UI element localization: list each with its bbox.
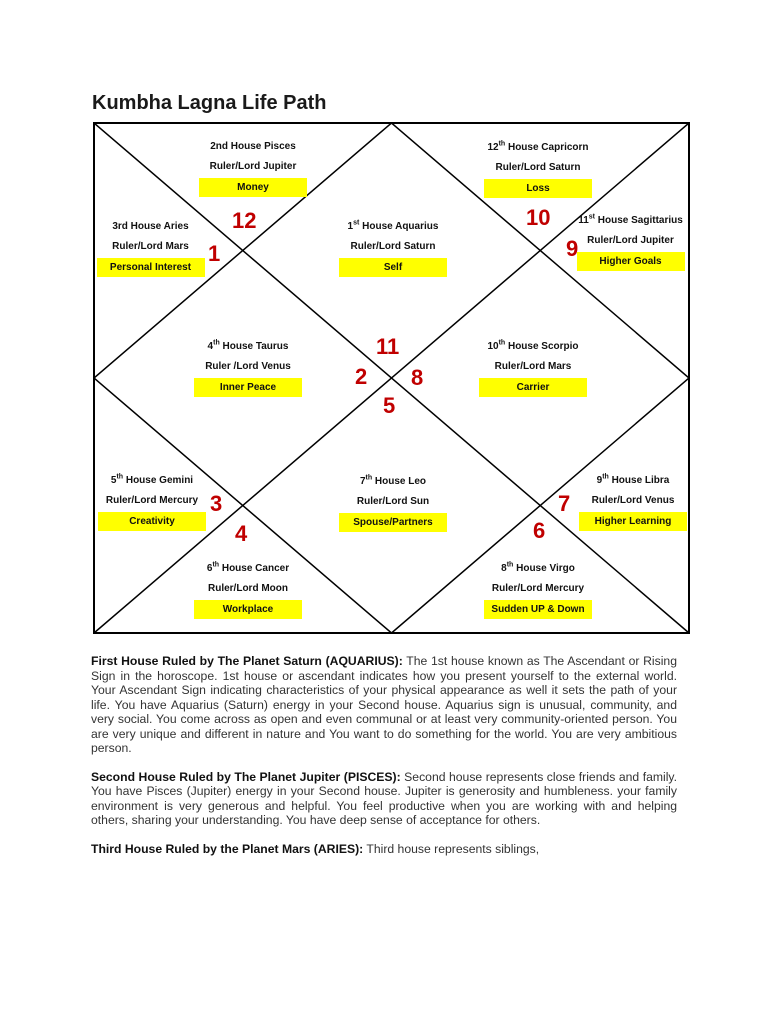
sign-number-1st-house: 11 (376, 334, 400, 359)
sign-number-9th-house: 7 (558, 491, 571, 516)
sign-number-11th-house: 9 (566, 236, 579, 261)
house-7: 7th House Leo Ruler/Lord Sun Spouse/Partners (328, 475, 458, 532)
sign-number-12th-house: 10 (526, 205, 551, 230)
page-title: Kumbha Lagna Life Path (92, 92, 327, 114)
house-2: 2nd House Pisces Ruler/Lord Jupiter Money (183, 140, 323, 197)
paragraph-first-house: First House Ruled by The Planet Saturn (AQUARIUS): The 1st house known as The Ascendant or Rising Sign in the horoscope. 1st house or ascendant indicates how you present yourself to the external world. Your Ascendant Sign indicating characteristics of your physical appearance as well it sets the path of your life. You have Aquarius (Saturn) energy in your Second house. Aquarius sign is unusual, community, and very social. You come across as open and even communal or at least very community-oriented person. You are very unique and different in nature and You want to do something for the world. You are very ambitious person. (91, 654, 677, 755)
paragraph-third-house: Third House Ruled by the Planet Mars (ARIES): Third house represents siblings, (91, 841, 540, 856)
sign-number-8th-house: 6 (533, 518, 546, 543)
sign-number-7th-house: 5 (383, 393, 396, 418)
house-3: 3rd House Aries Ruler/Lord Mars Personal Interest (93, 220, 208, 277)
house-8: 8th House Virgo Ruler/Lord Mercury Sudden UP & Down (473, 562, 603, 619)
paragraph-second-house: Second House Ruled by The Planet Jupiter (PISCES): Second house represents close friends and family. You have Pisces (Jupiter) energy in your Second house. Jupiter is generosity and humbleness. your family environment is very generous and helpful. You feel productive when you are working with and helping others, sharing your understanding. You have deep sense of acceptance for others. (91, 769, 677, 827)
house-5: 5th House Gemini Ruler/Lord Mercury Creativity (93, 474, 211, 531)
sign-number-6th-house: 4 (235, 521, 248, 546)
house-10: 10th House Scorpio Ruler/Lord Mars Carrier (468, 340, 598, 397)
house-6: 6th House Cancer Ruler/Lord Moon Workplace (183, 562, 313, 619)
house-9: 9th House Libra Ruler/Lord Venus Higher Learning (573, 474, 693, 531)
house-4: 4th House Taurus Ruler /Lord Venus Inner Peace (183, 340, 313, 397)
sign-number-3rd-house: 1 (208, 241, 221, 266)
sign-number-5th-house: 3 (210, 491, 223, 516)
kundli-chart (93, 122, 690, 634)
house-12: 12th House Capricorn Ruler/Lord Saturn Loss (473, 141, 603, 198)
sign-number-2nd-house: 12 (232, 208, 257, 233)
description-text (91, 654, 677, 870)
house-1: 1st House Aquarius Ruler/Lord Saturn Self (328, 220, 458, 277)
sign-number-10th-house: 8 (411, 365, 424, 390)
sign-number-4th-house: 2 (355, 364, 368, 389)
house-11: 11st House Sagittarius Ruler/Lord Jupiter Higher Goals (573, 214, 688, 271)
